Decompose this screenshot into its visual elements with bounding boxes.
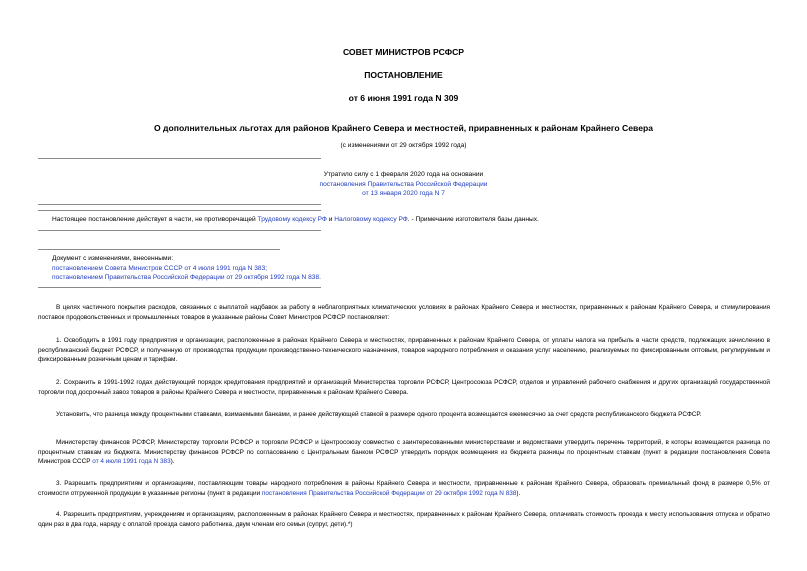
decree-383-link[interactable]: от 4 июля 1991 года N 383 bbox=[92, 458, 171, 466]
paragraph-1: 1. Освободить в 1991 году предприятия и организации, расположенные в районах Крайнего Севера и местностях, приравненных к районам Крайнего Севера, от уплаты налога на прибыль в части средств, подлежащих зачислению в республиканский бюджет РСФСР, и полученную от производства продукции производственно-технического назначения, товаров народного потребления и оказания услуг населению, реализуемых по фиксированным оптовым, регулируемым и фиксированным розничным ценам и тарифам. bbox=[38, 337, 770, 364]
labor-code-link[interactable]: Трудовому кодексу РФ bbox=[257, 216, 327, 223]
paragraph-intro: В целях частичного покрытия расходов, связанных с выплатой надбавок за работу в неблагоприятных климатических условиях в районах Крайнего Севера и местностях, приравненных к районам Крайнего Севера, и стимулирования поставок продовольственных и промышленных товаров в указанные районы Совет Министров РСФСР постановляет: bbox=[38, 304, 770, 321]
amendments-heading: Документ с изменениями, внесенными: bbox=[52, 255, 174, 262]
paragraph-2-rate: Установить, что разница между процентными ставками, взимаемыми банками, и ранее действующей ставкой в размере одного процента возмещается ежемесячно за счет средств республиканского бюджета РСФСР. bbox=[56, 411, 702, 418]
paragraph-2-ministries-text: Министерству финансов РСФСР, Министерству торговли РСФСР и торговли РСФСР и Центросоюзу совместно с заинтересованными министерствами и ведомствами утвердить перечень территорий, в которы возмещается разница по процентным ставкам из бюджета. Министерству финансов РСФСР по согласованию с Центральным банком РСФСР утвердить порядок возмещения из бюджета разницы по процентным ставкам (пункт в редакции постановления Совета Министров СССР bbox=[38, 439, 770, 466]
divider bbox=[38, 158, 321, 159]
paragraph-4: 4. Разрешить предприятиям, учреждениям и организациям, расположенным в районах Крайнего Севера и местностях, приравненных к районам Крайнего Севера, оплачивать стоимость проезда к месту использования отпуска и обратно один раз в два года, наряду с оплатой проезда самого работника, двум членам его семьи (супруг, дети).*) bbox=[38, 511, 770, 528]
lost-force-link-2[interactable]: от 13 января 2020 года N 7 bbox=[362, 190, 445, 198]
document-date-number: от 6 июня 1991 года N 309 bbox=[348, 93, 459, 103]
editor-note bbox=[52, 215, 782, 225]
paragraph-2: 2. Сохранить в 1991-1992 годах действующий порядок кредитования предприятий и организаций Министерства торговли РСФСР, Центросоюза РСФСР, отделов и управлений рабочего снабжения и других организаций государственной торговли под досрочный завоз товаров в районы Крайнего Севера и местности, приравненные к районам Крайнего Севера. bbox=[38, 379, 770, 396]
decree-838-link[interactable]: постановления Правительства Российской Федерации от 29 октября 1992 года N 838 bbox=[261, 489, 517, 497]
changes-note: (с изменениями от 29 октября 1992 года) bbox=[340, 142, 467, 149]
paragraph-2-ministries-end: ). bbox=[170, 458, 175, 466]
paragraph-3-text: 3. Разрешить предприятиям и организациям, поставляющим товары народного потребления в районы Крайнего Севера и местности, приравненные к районам Крайнего Севера, образовать премиальный фонд в размере 0,5% от стоимости отгруженной продукции в указанные регионы (пункт в редакции bbox=[38, 480, 770, 497]
lost-force-text: Утратило силу с 1 февраля 2020 года на основании bbox=[323, 171, 484, 178]
paragraph-2-ministries bbox=[38, 438, 770, 467]
editor-note-suffix: . - Примечание изготовителя базы данных. bbox=[407, 216, 539, 223]
editor-note-prefix: Настоящее постановление действует в части, не противоречащей bbox=[52, 216, 258, 223]
document-type: ПОСТАНОВЛЕНИЕ bbox=[364, 70, 443, 80]
paragraph-3-end: ). bbox=[516, 489, 521, 497]
lost-force-link-1[interactable]: постановления Правительства Российской Федерации bbox=[319, 180, 488, 188]
paragraph-3 bbox=[38, 479, 770, 498]
divider bbox=[38, 287, 321, 288]
amendment-link[interactable]: постановлением Совета Министров СССР от 4 июля 1991 года N 383; bbox=[52, 264, 268, 272]
divider bbox=[38, 204, 321, 205]
lost-force-note bbox=[0, 170, 807, 199]
issuing-body: СОВЕТ МИНИСТРОВ РСФСР bbox=[342, 47, 465, 57]
divider bbox=[38, 249, 280, 250]
divider bbox=[38, 230, 321, 231]
document-title: О дополнительных льготах для районов Крайнего Севера и местностей, приравненных к районам Крайнего Севера bbox=[153, 123, 654, 133]
divider bbox=[38, 210, 321, 211]
tax-code-link[interactable]: Налоговому кодексу РФ bbox=[334, 216, 408, 223]
editor-note-middle: и bbox=[326, 216, 335, 223]
amendments-block bbox=[52, 254, 652, 283]
amendment-link[interactable]: постановлением Правительства Российской Федерации от 29 октября 1992 года N 838. bbox=[52, 274, 321, 282]
